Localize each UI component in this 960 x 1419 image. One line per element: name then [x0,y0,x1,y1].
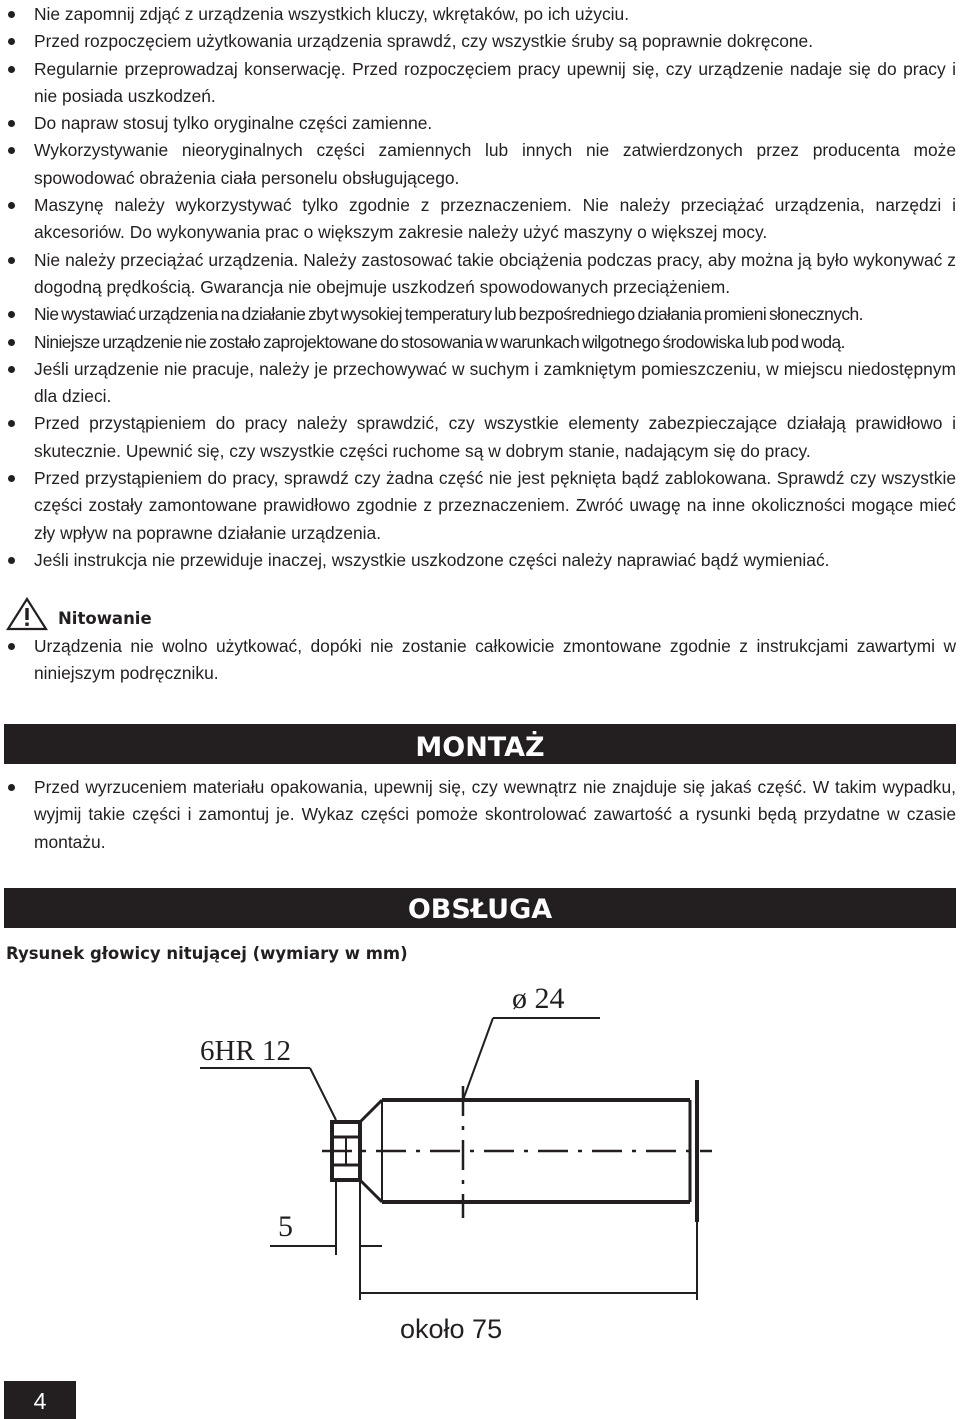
rivet-warning-heading [6,597,152,631]
list-item: Przed wyrzuceniem materiału opakowania, upewnij się, czy wewnątrz nie znajduje się jakaś część. W takim wypadku, wyjmij takie części i zamontuj je. Wykaz części pomoże skontrolować zawartość a rysunki będą przydatne w czasie montażu. [0,774,960,856]
drawing-label-length: około 75 [400,1314,503,1344]
list-item: Nie należy przeciążać urządzenia. Należy zastosować takie obciążenia podczas pracy, aby można ją było wykonywać z dogodną prędkością. Gwarancja nie obejmuje uszkodzeń spowodowanych przeciążeniem. [0,247,960,302]
list-item: Przed przystąpieniem do pracy należy sprawdzić, czy wszystkie elementy zabezpieczające działają prawidłowo i skutecznie. Upewnić się, czy wszystkie części ruchome są w dobrym stanie, nadającym się do pracy. [0,410,960,465]
list-item: Urządzenia nie wolno użytkować, dopóki nie zostanie całkowicie zmontowane zgodnie z instrukcjami zawartymi w niniejszym podręczniku. [0,633,960,688]
drawing-label-short-dim: 5 [278,1210,293,1243]
rivet-warning-list [0,633,960,688]
safety-list [0,1,960,574]
list-item: Wykorzystywanie nieoryginalnych części zamiennych lub innych nie zatwierdzonych przez producenta może spowodować obrażenia ciała personelu obsługującego. [0,137,960,192]
list-item: Nie wystawiać urządzenia na działanie zbyt wysokiej temperatury lub bezpośredniego działania promieni słonecznych. [0,301,960,328]
montaz-heading: MONTAŻ [415,732,545,763]
rivet-warning-label: Nitowanie [58,608,152,628]
list-item: Maszynę należy wykorzystywać tylko zgodnie z przeznaczeniem. Nie należy przeciążać urządzenia, narzędzi i akcesoriów. Do wykonywania prac o większym zakresie należy użyć maszyny o większej mocy. [0,192,960,247]
warning-triangle-icon [6,597,48,631]
list-item: Jeśli instrukcja nie przewiduje inaczej, wszystkie uszkodzone części należy naprawiać bądź wymieniać. [0,547,960,574]
list-item: Regularnie przeprowadzaj konserwację. Przed rozpoczęciem pracy upewnij się, czy urządzenie nadaje się do pracy i nie posiada uszkodzeń. [0,56,960,111]
list-item: Przed przystąpieniem do pracy, sprawdź czy żadna część nie jest pęknięta bądź zablokowana. Sprawdź czy wszystkie części zostały zamontowane prawidłowo zgodnie z przeznaczeniem. Zwróć uwagę na inne okoliczności mogące mieć zły wpływ na poprawne działanie urządzenia. [0,465,960,547]
list-item: Przed rozpoczęciem użytkowania urządzenia sprawdź, czy wszystkie śruby są poprawnie dokręcone. [0,28,960,55]
list-item: Nie zapomnij zdjąć z urządzenia wszystkich kluczy, wkrętaków, po ich użyciu. [0,1,960,28]
list-item: Jeśli urządzenie nie pracuje, należy je przechowywać w suchym i zamkniętym pomieszczeniu, w miejscu niedostępnym dla dzieci. [0,356,960,411]
drawing-label-thread: 6HR 12 [200,1035,292,1067]
figure-caption: Rysunek głowicy nitującej (wymiary w mm) [6,944,408,963]
list-item: Niniejsze urządzenie nie zostało zaprojektowane do stosowania w warunkach wilgotnego środowiska lub pod wodą. [0,329,960,356]
page-number: 4 [33,1388,47,1414]
obsluga-heading: OBSŁUGA [407,894,553,925]
montaz-list [0,774,960,856]
list-item: Do napraw stosuj tylko oryginalne części zamienne. [0,110,960,137]
rivet-head-drawing [0,960,960,1380]
drawing-label-diameter: ø 24 [512,982,565,1015]
